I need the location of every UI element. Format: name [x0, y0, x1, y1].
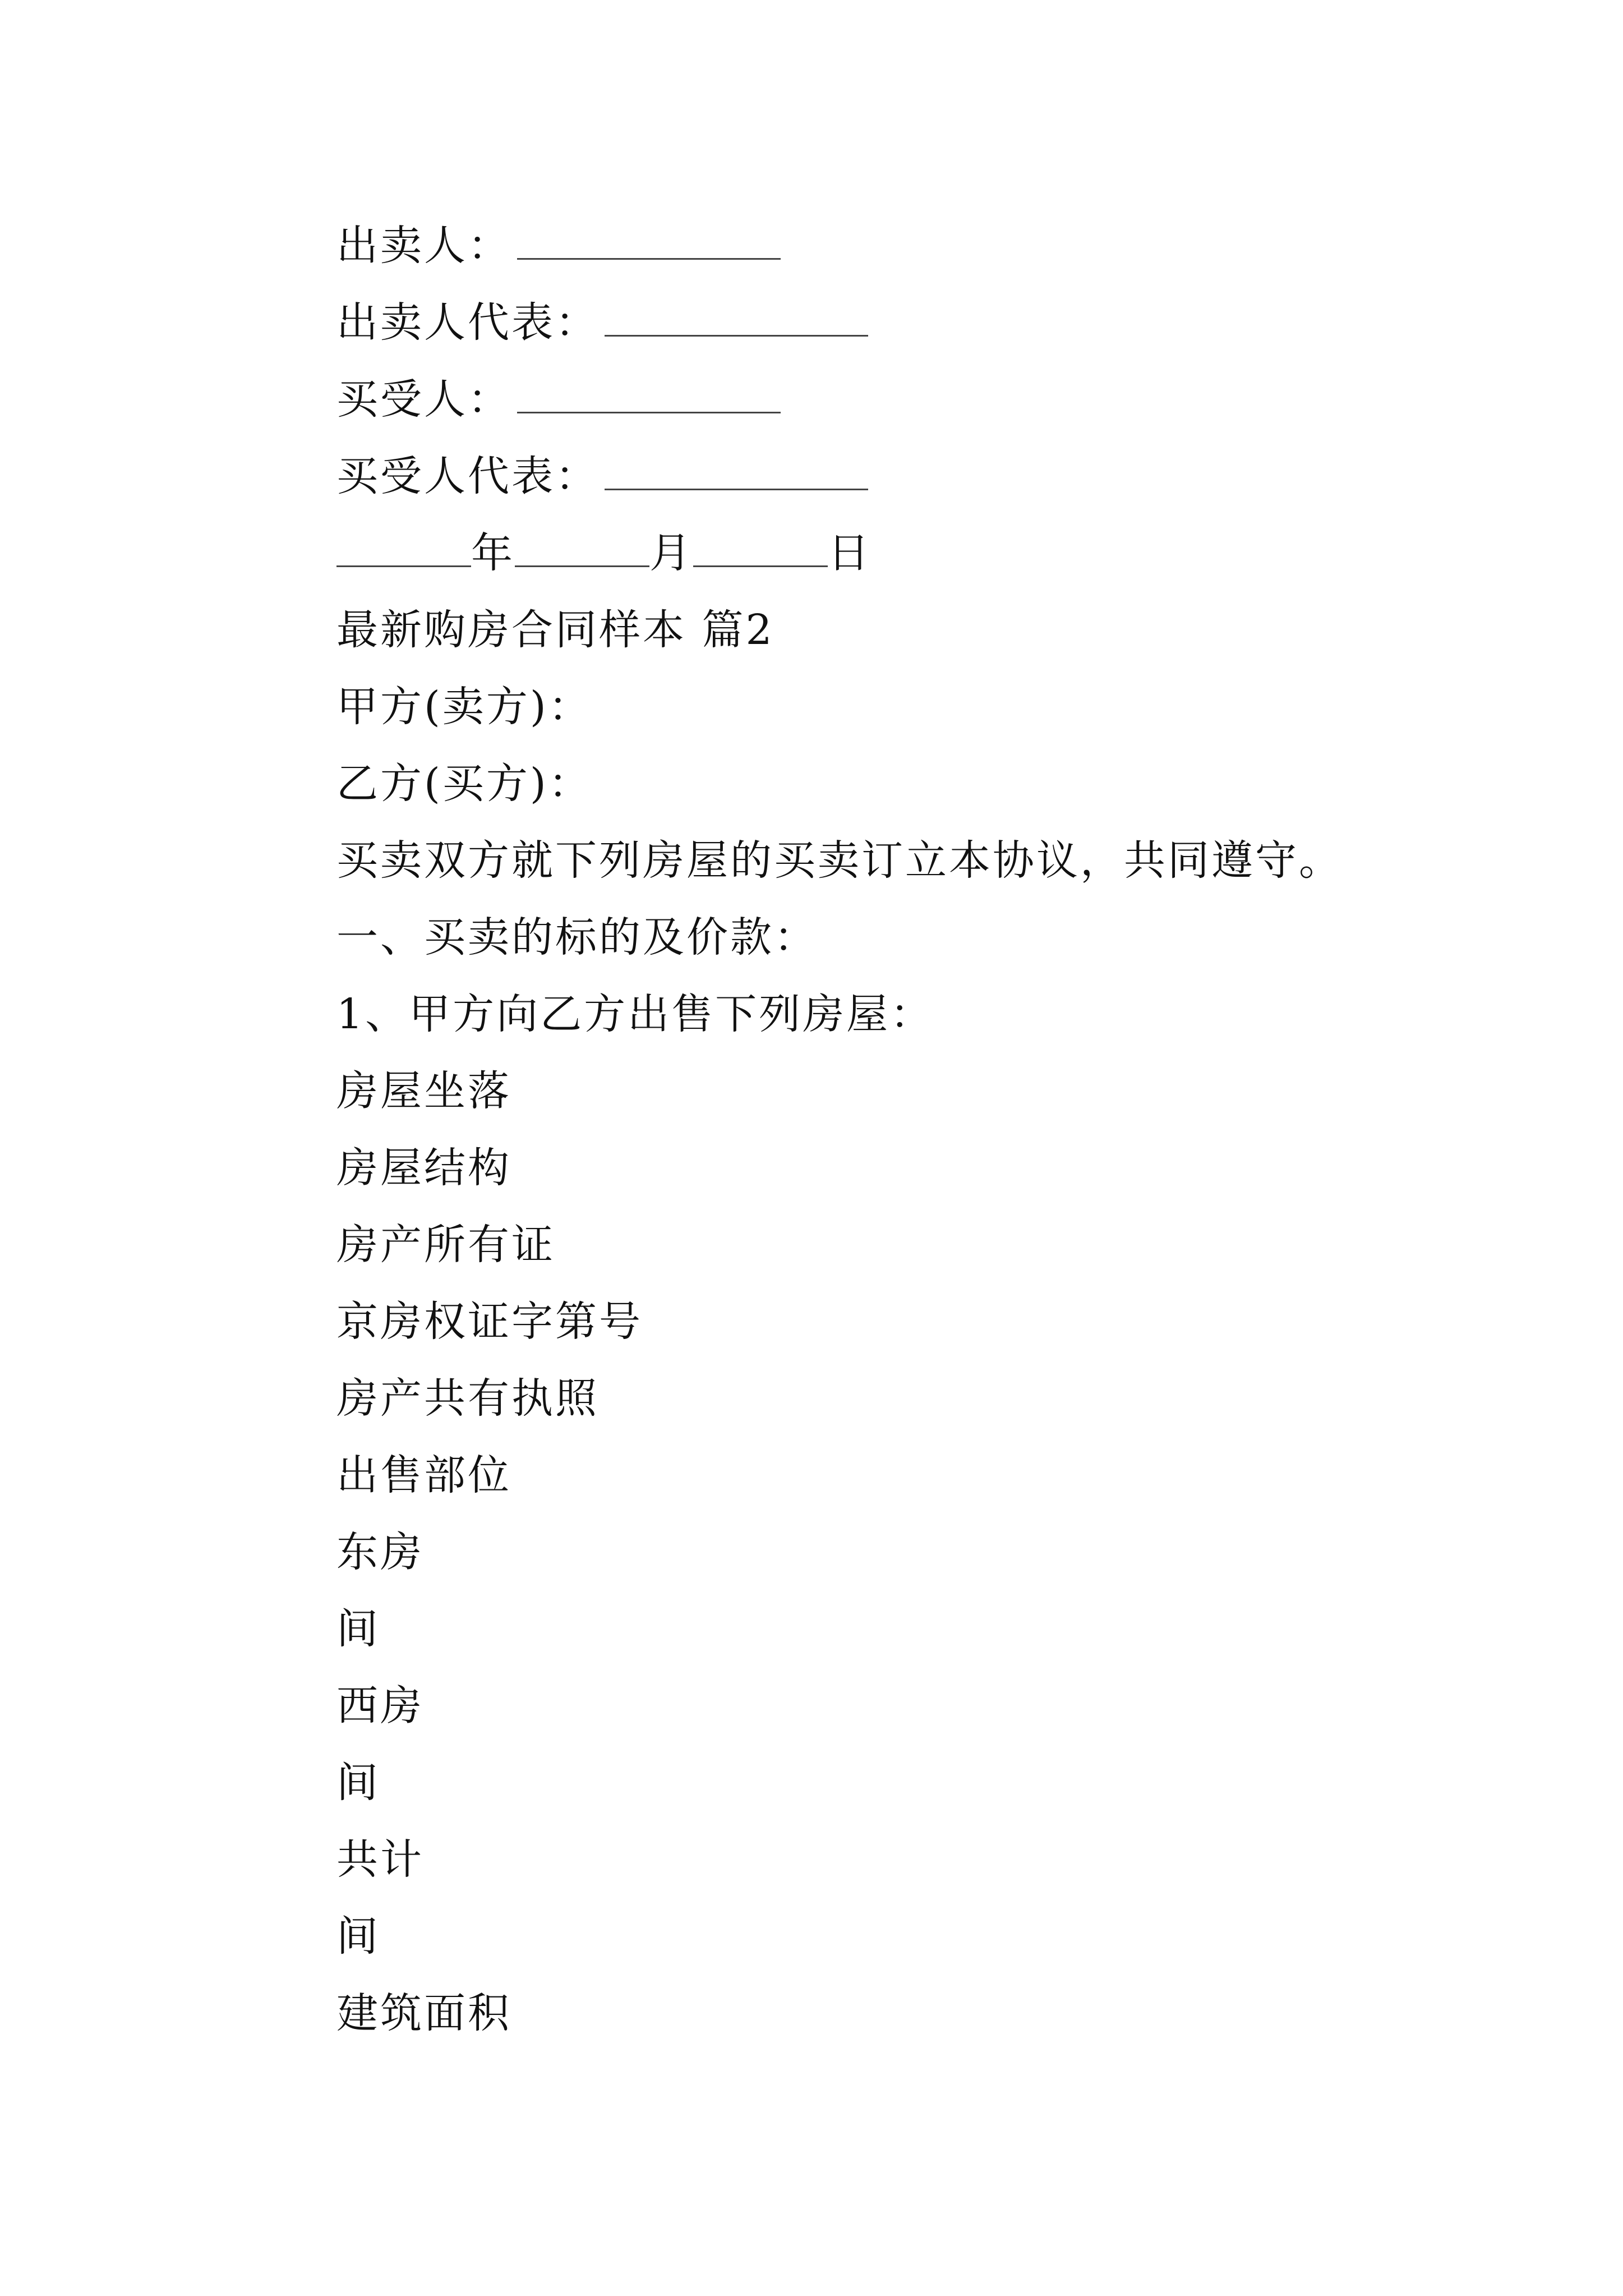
- seller-blank: [517, 220, 781, 260]
- property-item: 东房: [336, 1528, 424, 1576]
- property-item: 间: [336, 1605, 380, 1653]
- property-item: 房产共有执照: [336, 1374, 599, 1423]
- day-blank: [693, 528, 828, 567]
- seller-signature-line: [336, 208, 1570, 284]
- property-item: 房屋坐落: [336, 1067, 511, 1115]
- month-label: 月: [649, 529, 693, 577]
- document-body: [336, 208, 1570, 2052]
- property-item: 出售部位: [336, 1451, 511, 1499]
- property-item: 共计: [336, 1835, 424, 1884]
- property-item: 西房: [336, 1682, 424, 1730]
- buyer-signature-line: [336, 361, 1570, 438]
- seller-label: 出卖人：: [336, 222, 511, 270]
- buyer-label: 买受人：: [336, 375, 511, 424]
- seller-rep-signature-line: [336, 284, 1570, 361]
- month-blank: [515, 528, 649, 567]
- clause-1-1: 1、甲方向乙方出售下列房屋：: [336, 990, 934, 1038]
- property-item: 间: [336, 1912, 380, 1961]
- buyer-blank: [517, 374, 781, 413]
- property-item: 建筑面积: [336, 1989, 511, 2037]
- seller-rep-blank: [605, 297, 868, 337]
- buyer-rep-signature-line: [336, 438, 1570, 515]
- section-title: 最新购房合同样本 篇2: [336, 606, 774, 654]
- year-blank: [336, 528, 471, 567]
- party-a-line: 甲方(卖方)：: [336, 683, 592, 731]
- clause-1-heading: 一、买卖的标的及价款：: [336, 913, 818, 961]
- date-line: [336, 515, 1570, 592]
- buyer-rep-label: 买受人代表：: [336, 452, 599, 500]
- buyer-rep-blank: [605, 451, 868, 490]
- year-label: 年: [471, 529, 515, 577]
- party-b-line: 乙方(买方)：: [336, 760, 592, 808]
- property-item: 房屋结构: [336, 1144, 511, 1192]
- property-item: 房产所有证: [336, 1221, 555, 1269]
- property-item: 间: [336, 1759, 380, 1807]
- seller-rep-label: 出卖人代表：: [336, 298, 599, 347]
- day-label: 日: [828, 529, 872, 577]
- intro-paragraph: 买卖双方就下列房屋的买卖订立本协议，共同遵守。: [336, 836, 1343, 885]
- property-item: 京房权证字第号: [336, 1297, 643, 1346]
